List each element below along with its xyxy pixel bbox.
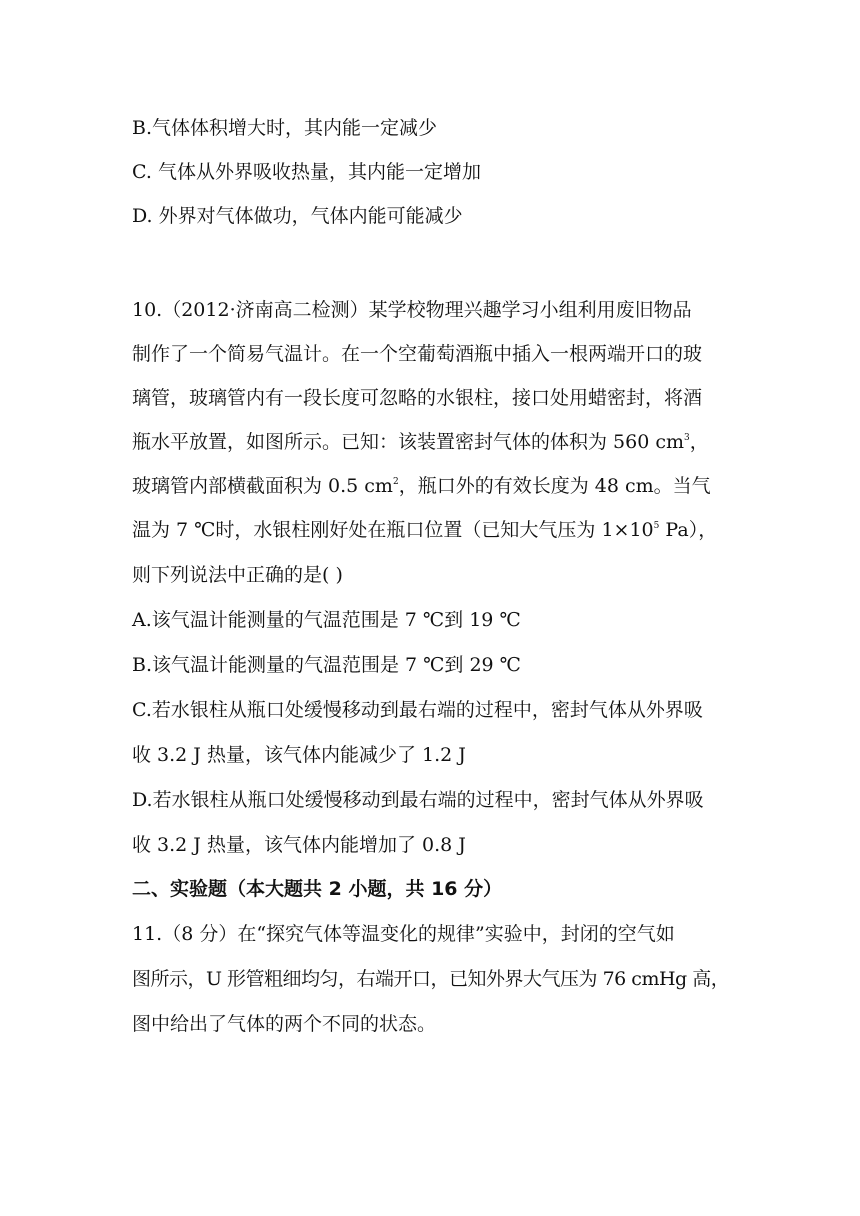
q10-volume-exponent: 3 xyxy=(684,433,690,443)
q11-stem-line-2: 图所示，U 形管粗细均匀，右端开口，已知外界大气压为 76 cmHg 高， xyxy=(132,968,730,990)
q10-pressure-exponent: 5 xyxy=(653,521,660,531)
q10-stem-line-5 xyxy=(132,474,732,498)
q10-stem-line-1: 10.（2012·济南高二检测）某学校物理兴趣学习小组利用废旧物品 xyxy=(132,299,692,321)
q10-line-5-text: 玻璃管内部横截面积为 0.5 cm xyxy=(132,475,393,497)
prev-option-b: B.气体体积增大时，其内能一定减少 xyxy=(132,117,438,139)
q10-line-6-text: 温为 7 ℃时，水银柱刚好处在瓶口位置（已知大气压为 1×10 xyxy=(132,519,654,541)
q10-line-5-rest: ，瓶口外的有效长度为 48 cm。当气 xyxy=(398,475,711,497)
q10-stem-line-4 xyxy=(132,430,732,454)
prev-option-d: D. 外界对气体做功，气体内能可能减少 xyxy=(132,205,463,227)
q10-option-c-line-1: C.若水银柱从瓶口处缓慢移动到最右端的过程中，密封气体从外界吸 xyxy=(132,699,703,721)
prev-option-c: C. 气体从外界吸收热量，其内能一定增加 xyxy=(132,161,481,183)
q10-option-c-line-2: 收 3.2 J 热量，该气体内能减少了 1.2 J xyxy=(132,744,466,766)
q10-option-d-line-2: 收 3.2 J 热量，该气体内能增加了 0.8 J xyxy=(132,834,466,856)
q10-line-4-punct: ， xyxy=(689,431,709,453)
q10-line-6-rest: Pa）， xyxy=(659,519,718,541)
q10-stem-line-6 xyxy=(132,518,732,542)
q10-area-exponent: 2 xyxy=(392,477,399,487)
q10-stem-line-7: 则下列说法中正确的是( ) xyxy=(132,564,343,586)
q11-stem-line-1: 11.（8 分）在“探究气体等温变化的规律”实验中，封闭的空气如 xyxy=(132,923,675,945)
q11-stem-line-3: 图中给出了气体的两个不同的状态。 xyxy=(132,1013,437,1035)
q10-option-d-line-1: D.若水银柱从瓶口处缓慢移动到最右端的过程中，密封气体从外界吸 xyxy=(132,789,704,811)
section-heading-experiments: 二、实验题（本大题共 2 小题，共 16 分） xyxy=(132,878,503,900)
q10-stem-line-3: 璃管，玻璃管内有一段长度可忽略的水银柱，接口处用蜡密封，将酒 xyxy=(132,387,703,409)
q10-option-a: A.该气温计能测量的气温范围是 7 ℃到 19 ℃ xyxy=(132,609,521,631)
q10-line-4-text: 瓶水平放置，如图所示。已知：该装置密封气体的体积为 560 cm xyxy=(132,431,685,453)
q10-stem-line-2: 制作了一个简易气温计。在一个空葡萄酒瓶中插入一根两端开口的玻 xyxy=(132,343,703,365)
q10-option-b: B.该气温计能测量的气温范围是 7 ℃到 29 ℃ xyxy=(132,654,521,676)
